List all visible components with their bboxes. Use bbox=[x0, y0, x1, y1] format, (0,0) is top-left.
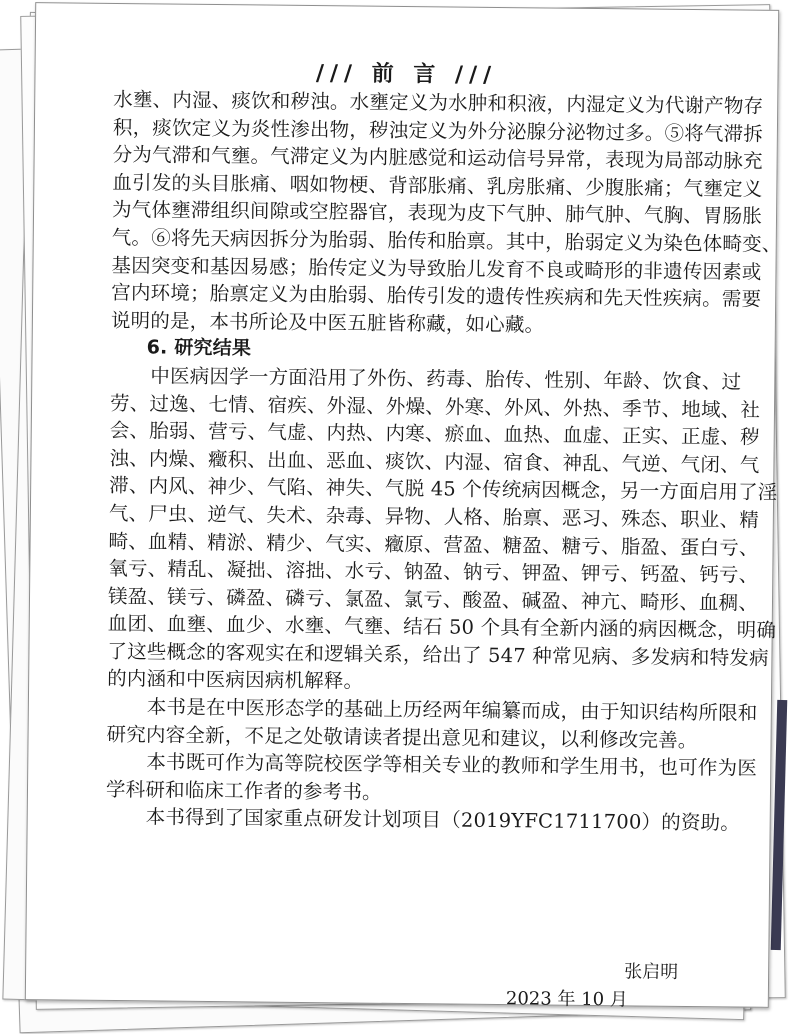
text-line: 中医病因学一方面沿用了外伤、药毒、胎传、性别、年龄、饮食、过 bbox=[150, 364, 742, 394]
text-line: 气。⑥将先天病因拆分为胎弱、胎传和胎禀。其中，胎弱定义为染色体畸变、 bbox=[111, 225, 782, 256]
text-line: 血引发的头目胀痛、咽如物梗、背部胀痛、乳房胀痛、少腹胀痛；气壅定义 bbox=[112, 170, 763, 201]
section-6-title: 6. 研究结果 bbox=[146, 336, 252, 360]
text-line: 的内涵和中医病因病机解释。 bbox=[107, 667, 364, 694]
text-line: 研究内容全新，不足之处敬请读者提出意见和建议，以利修改完善。 bbox=[106, 722, 698, 752]
text-line: 了这些概念的客观实在和逻辑关系，给出了 547 种常见病、多发病和特发病 bbox=[107, 639, 769, 670]
text-line: 学科研和临床工作者的参考书。 bbox=[105, 777, 382, 804]
paragraph-3 bbox=[106, 693, 758, 755]
text-line: 宫内环境；胎禀定义为由胎弱、胎传引发的遗传性疾病和先天性疾病。需要 bbox=[111, 281, 762, 311]
page-body bbox=[105, 86, 782, 838]
text-line: 气、尸虫、逆气、失术、杂毒、异物、人格、胎禀、恶习、殊态、职业、精 bbox=[108, 501, 760, 532]
text-line: 劳、过逸、七情、宿疾、外湿、外燥、外寒、外风、外热、季节、地域、社 bbox=[109, 391, 761, 422]
text-line: 为气体壅滞组织间隙或空腔器官，表现为皮下气肿、肺气肿、气胸、胃肠胀 bbox=[111, 198, 763, 229]
text-line: 水壅、内湿、痰饮和秽浊。水壅定义为水肿和积液，内湿定义为代谢产物存 bbox=[113, 87, 764, 118]
paragraph-1 bbox=[110, 86, 782, 341]
text-line: 本书得到了国家重点研发计划项目（2019YFC1711700）的资助。 bbox=[145, 805, 741, 835]
signature-date: 2023 年 10 月 bbox=[505, 988, 628, 1011]
text-line: 滞、内风、神少、气陷、神失、气脱 45 个传统病因概念，另一方面启用了淫 bbox=[109, 474, 778, 505]
text-line: 说明的是，本书所论及中医五脏皆称藏，如心藏。 bbox=[110, 308, 545, 337]
document-page bbox=[25, 2, 782, 1011]
text-line: 基因突变和基因易感；胎传定义为导致胎儿发育不良或畸形的非遗传因素或 bbox=[111, 253, 762, 284]
text-line: 浊、内燥、癥积、出血、恶血、痰饮、内湿、宿食、神乱、气逆、气闭、气 bbox=[109, 446, 760, 477]
text-line: 镁盈、镁亏、磷盈、磷亏、氯盈、氯亏、酸盈、碱盈、神亢、畸形、血稠、 bbox=[107, 584, 759, 615]
text-line: 分为气滞和气壅。气滞定义为内脏感觉和运动信号异常，表现为局部动脉充 bbox=[112, 143, 763, 173]
text-line: 积，痰饮定义为炎性渗出物，秽浊定义为外分泌腺分泌物过多。⑤将气滞拆 bbox=[112, 115, 764, 146]
paragraph-5 bbox=[106, 803, 746, 837]
text-line: 血团、血壅、血少、水壅、气壅、结石 50 个具有全新内涵的病因概念，明确 bbox=[107, 612, 777, 643]
text-line: 畸、血精、精淤、精少、气实、癥原、营盈、糖盈、糖亏、脂盈、蛋白亏、 bbox=[108, 529, 759, 560]
paragraph-2 bbox=[107, 362, 778, 700]
text-line: 本书是在中医形态学的基础上历经两年编纂而成，由于知识结构所限和 bbox=[146, 695, 758, 725]
text-line: 本书既可作为高等院校医学等相关专业的教师和学生用书，也可作为医 bbox=[146, 750, 758, 780]
page-header-title: /// 前 言 /// bbox=[315, 60, 498, 88]
text-line: 氧亏、精乱、凝拙、溶拙、水亏、钠盈、钠亏、钾盈、钾亏、钙盈、钙亏、 bbox=[108, 557, 759, 587]
text-line: 会、胎弱、营亏、气虚、内热、内寒、瘀血、血热、血虚、正实、正虚、秽 bbox=[109, 419, 760, 449]
author-signature: 张启明 bbox=[624, 961, 679, 983]
paragraph-4 bbox=[105, 748, 758, 810]
